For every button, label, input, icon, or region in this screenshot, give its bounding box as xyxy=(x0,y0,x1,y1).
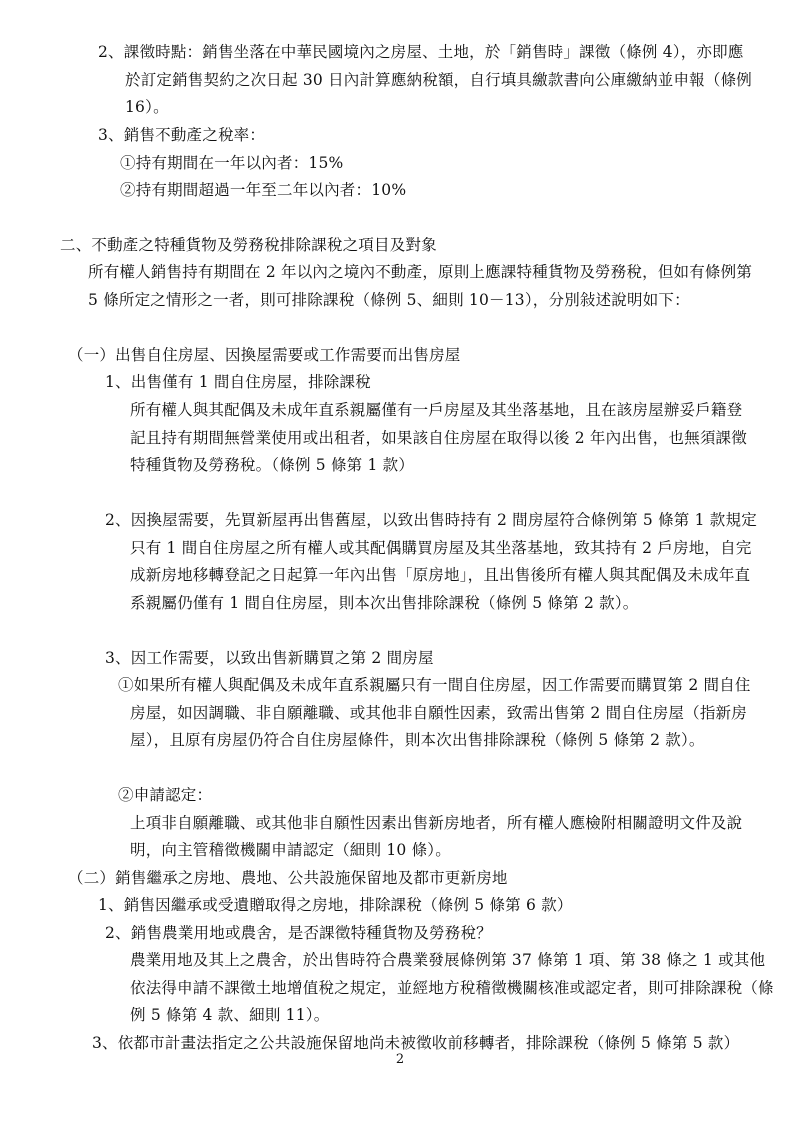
item-heading: 1、銷售因繼承或受遺贈取得之房地，排除課稅（條例 5 條第 6 款） xyxy=(98,896,573,914)
text-line: 例 5 條第 4 款、細則 11）。 xyxy=(130,1006,330,1024)
text-line: 只有 1 間自住房屋之所有權人或其配偶購買房屋及其坐落基地，致其持有 2 戶房地，自完 xyxy=(130,539,752,557)
section-heading: 二、不動產之特種貨物及勞務稅排除課稅之項目及對象 xyxy=(60,236,437,254)
subsection-heading: （一）出售自住房屋、因換屋需要或工作需要而出售房屋 xyxy=(68,346,461,364)
subsection-heading: （二）銷售繼承之房地、農地、公共設施保留地及都市更新房地 xyxy=(68,869,508,887)
text-line: 記且持有期間無營業使用或出租者，如果該自住房屋在取得以後 2 年內出售，也無須課徵 xyxy=(130,429,747,447)
text-line: ②持有期間超過一年至二年以內者：10% xyxy=(120,181,407,199)
text-line: 16）。 xyxy=(125,98,169,116)
page-number: 2 xyxy=(395,1052,405,1067)
text-line: 屋），且原有房屋仍符合自住房屋條件，則本次出售排除課稅（條例 5 條第 2 款）。 xyxy=(130,731,705,749)
text-line: 農業用地及其上之農舍，於出售時符合農業發展條例第 37 條第 1 項、第 38 條之 1 或其他 xyxy=(130,951,766,969)
item-heading: 2、銷售農業用地或農舍，是否課徵特種貨物及勞務稅？ xyxy=(105,924,492,942)
text-line: ①如果所有權人與配偶及未成年直系親屬只有一間自住房屋，因工作需要而購買第 2 間自住 xyxy=(118,676,751,694)
text-line: 3、銷售不動產之稅率： xyxy=(98,126,266,144)
text-line: 系親屬仍僅有 1 間自住房屋，則本次出售排除課稅（條例 5 條第 2 款）。 xyxy=(130,594,639,612)
item-heading: 3、依都市計畫法指定之公共設施保留地尚未被徵收前移轉者，排除課稅（條例 5 條第 5 款） xyxy=(92,1034,740,1052)
item-heading: 3、因工作需要，以致出售新購買之第 2 間房屋 xyxy=(105,649,434,667)
text-line: 2、課徵時點：銷售坐落在中華民國境內之房屋、土地，於「銷售時」課徵（條例 4），亦即應 xyxy=(98,43,744,61)
text-line: 上項非自願離職、或其他非自願性因素出售新房地者，所有權人應檢附相關證明文件及說 xyxy=(130,814,743,832)
text-line: 依法得申請不課徵土地增值稅之規定，並經地方稅稽徵機關核准或認定者，則可排除課稅（條 xyxy=(130,979,774,997)
text-line: 所有權人銷售持有期間在 2 年以內之境內不動產，原則上應課特種貨物及勞務稅，但如有條例第 xyxy=(88,263,753,281)
text-line: 特種貨物及勞務稅。（條例 5 條第 1 款） xyxy=(130,456,415,474)
text-line: 成新房地移轉登記之日起算一年內出售「原房地」，且出售後所有權人與其配偶及未成年直 xyxy=(130,566,751,584)
text-line: ②申請認定： xyxy=(118,786,213,804)
text-line: 所有權人與其配偶及未成年直系親屬僅有一戶房屋及其坐落基地，且在該房屋辦妥戶籍登 xyxy=(130,401,743,419)
item-heading: 2、因換屋需要，先買新屋再出售舊屋，以致出售時持有 2 間房屋符合條例第 5 條第 1 款規定 xyxy=(105,511,757,529)
text-line: 房屋，如因調職、非自願離職、或其他非自願性因素，致需出售第 2 間自住房屋（指新房 xyxy=(130,704,747,722)
text-line: 於訂定銷售契約之次日起 30 日內計算應納稅額，自行填具繳款書向公庫繳納並申報（條例 xyxy=(125,71,752,89)
item-heading: 1、出售僅有 1 間自住房屋，排除課稅 xyxy=(105,373,371,391)
text-line: 5 條所定之情形之一者，則可排除課稅（條例 5、細則 10－13），分別敍述說明如下： xyxy=(88,291,690,309)
text-line: 明，向主管稽徵機關申請認定（細則 10 條）。 xyxy=(130,841,451,859)
text-line: ①持有期間在一年以內者：15% xyxy=(120,154,344,172)
